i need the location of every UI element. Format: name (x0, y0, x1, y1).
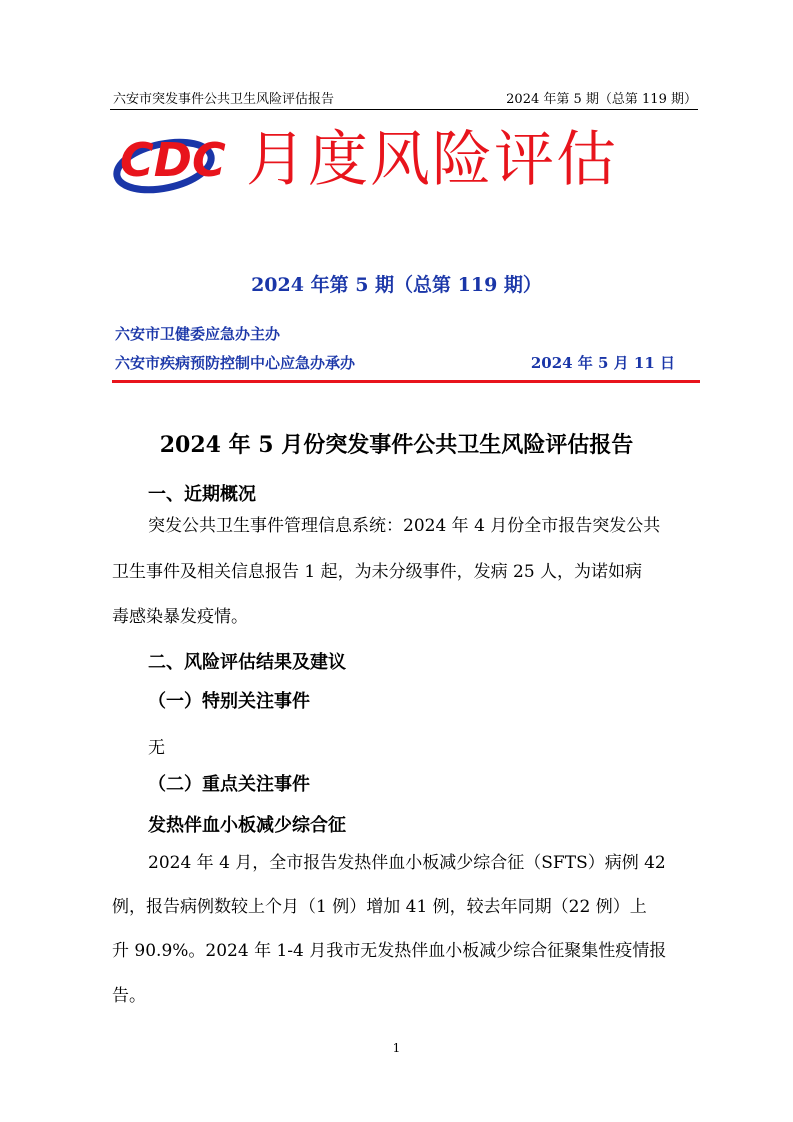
issue-number: 2024 年第 5 期（总第 119 期） (251, 274, 542, 296)
paragraph-line: 2024 年 4 月，全市报告发热伴血小板减少综合征（SFTS）病例 42 (148, 853, 666, 873)
masthead-title: 月度风险评估 (246, 125, 618, 195)
logo-text: CDC (120, 133, 226, 187)
paragraph-line: 告。 (112, 986, 146, 1006)
paragraph-line: 升 90.9%。2024 年 1-4 月我市无发热伴血小板减少综合征聚集性疫情报 (112, 941, 667, 961)
header-title: 六安市突发事件公共卫生风险评估报告 (113, 92, 335, 107)
subheading-key-attention: （二）重点关注事件 (148, 774, 310, 795)
report-title: 2024 年 5 月份突发事件公共卫生风险评估报告 (159, 432, 634, 458)
paragraph-line: 毒感染暴发疫情。 (112, 607, 248, 627)
paragraph-line: 突发公共卫生事件管理信息系统：2024 年 4 月份全市报告突发公共 (148, 516, 661, 536)
section-heading-assessment: 二、风险评估结果及建议 (148, 652, 346, 673)
topic-heading-sfts: 发热伴血小板减少综合征 (148, 815, 346, 836)
running-header (113, 88, 697, 108)
header-issue: 2024 年第 5 期（总第 119 期） (506, 92, 697, 107)
special-attention-body: 无 (148, 738, 165, 758)
header-divider (110, 109, 698, 110)
page-number: 1 (392, 1041, 401, 1055)
section-heading-overview: 一、近期概况 (148, 484, 256, 505)
subheading-special-attention: （一）特别关注事件 (148, 691, 310, 712)
publish-date: 2024 年 5 月 11 日 (530, 354, 675, 372)
paragraph-line: 卫生事件及相关信息报告 1 起，为未分级事件，发病 25 人，为诺如病 (112, 562, 643, 582)
sponsor-organizer: 六安市卫健委应急办主办 (115, 325, 281, 343)
paragraph-line: 例，报告病例数较上个月（1 例）增加 41 例，较去年同期（22 例）上 (112, 897, 647, 917)
cdc-logo-icon (112, 126, 230, 196)
sponsor-undertaker: 六安市疾病预防控制中心应急办承办 (115, 354, 356, 372)
red-divider (112, 380, 700, 383)
